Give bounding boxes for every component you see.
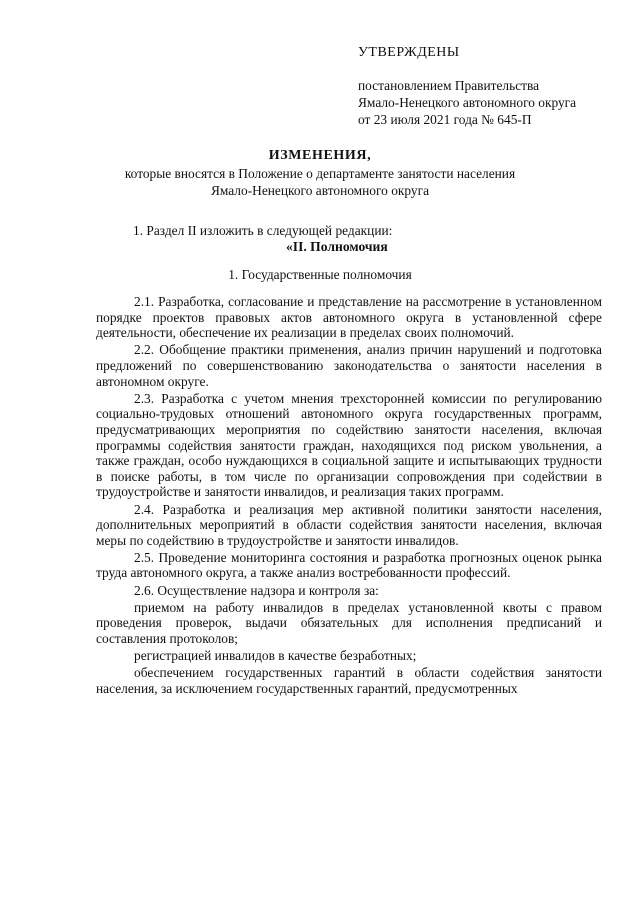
document-body [96, 294, 602, 698]
body-paragraph: регистрацией инвалидов в качестве безработных; [134, 648, 417, 664]
document-title-block [80, 147, 560, 199]
body-paragraph: обеспечением государственных гарантий в области содействия занятости населения, за исключением государственных гарантий, предусмотренных [96, 665, 602, 696]
chapter-heading: «II. Полномочия [286, 239, 388, 254]
body-paragraph: 2.6. Осуществление надзора и контроля за: [134, 582, 379, 598]
body-paragraph: 2.4. Разработка и реализация мер активной политики занятости населения, дополнительных мероприятий в области содействия занятости населения, включая меры по содействию в трудоустройстве и занятости инвалидов. [96, 501, 602, 548]
subsection-heading: 1. Государственные полномочия [228, 267, 412, 282]
approval-heading: УТВЕРЖДЕНЫ [358, 45, 460, 60]
body-paragraph: 2.3. Разработка с учетом мнения трехсторонней комиссии по регулированию социально-трудовых отношений автономного округа государственных программ, предусматривающих мероприятия по содействию занятости населения, включая программы содействия занятости граждан, находящихся под риском увольнения, а также граждан, особо нуждающихся в социальной защите и испытывающих трудности в поиске работы, в том числе по организации сопровождения при содействии в трудоустройстве и занятости инвалидов, и реализация таких программ. [96, 390, 602, 500]
approval-line: от 23 июля 2021 года № 645-П [358, 112, 532, 127]
approval-line: Ямало-Ненецкого автономного округа [358, 95, 577, 110]
body-paragraph: 2.5. Проведение мониторинга состояния и разработка прогнозных оценок рынка труда автономного округа, а также анализ востребованности профессий. [96, 549, 602, 581]
approval-line: постановлением Правительства [358, 78, 540, 93]
approval-stamp [358, 44, 628, 128]
body-paragraph: 2.2. Обобщение практики применения, анализ причин нарушений и подготовка предложений по совершенствованию законодательства о занятости населения в автономном округе. [96, 342, 602, 389]
body-paragraph: приемом на работу инвалидов в пределах установленной квоты с правом проведения проверок, выдачи обязательных для исполнения предписаний и составления протоколов; [96, 599, 602, 647]
document-subtitle: Ямало-Ненецкого автономного округа [210, 183, 430, 198]
body-paragraph: 2.1. Разработка, согласование и представление на рассмотрение в установленном порядке проектов правовых актов автономного округа в установленной сфере деятельности, обеспечение их реализации в пределах своих полномочий. [96, 294, 602, 341]
document-subtitle: которые вносятся в Положение о департаменте занятости населения [124, 166, 516, 181]
document-title: ИЗМЕНЕНИЯ, [268, 148, 372, 163]
intro-text: 1. Раздел II изложить в следующей редакции: [133, 223, 393, 238]
